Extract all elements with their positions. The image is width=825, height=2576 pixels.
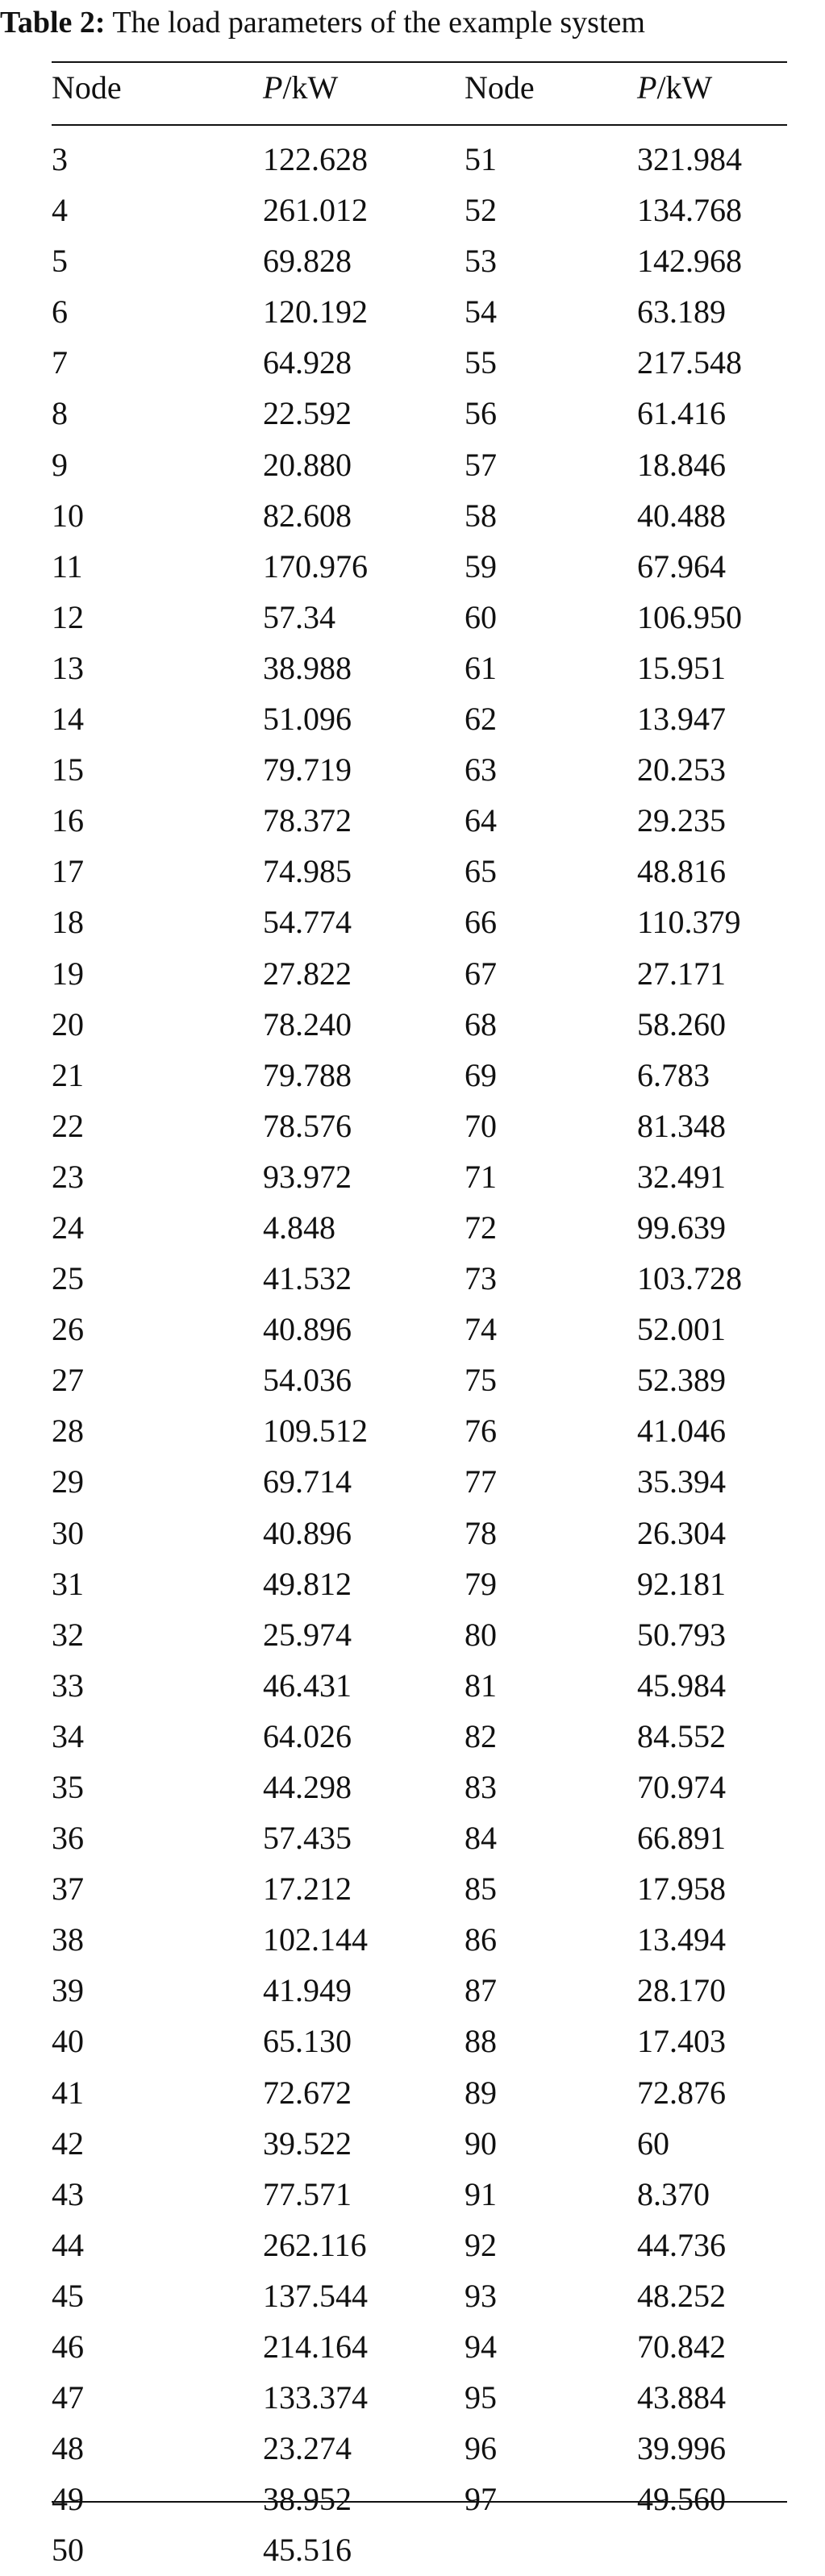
node-left-cell: 43 xyxy=(52,2175,84,2212)
node-left-cell: 39 xyxy=(52,1972,84,2009)
p-right-cell: 58.260 xyxy=(637,1005,726,1042)
table-row xyxy=(0,439,825,490)
table-row xyxy=(0,744,825,795)
p-right-cell: 84.552 xyxy=(637,1717,726,1754)
p-right-cell: 32.491 xyxy=(637,1158,726,1195)
node-left-cell: 29 xyxy=(52,1463,84,1500)
table-row xyxy=(0,2220,825,2270)
table-row xyxy=(0,2169,825,2220)
p-left-cell: 44.298 xyxy=(263,1769,352,1805)
p-left-cell: 120.192 xyxy=(263,293,368,331)
p-left-cell: 54.774 xyxy=(263,904,352,941)
node-left-cell: 45 xyxy=(52,2277,84,2314)
p-left-cell: 109.512 xyxy=(263,1413,368,1450)
table-body xyxy=(0,134,825,2576)
node-left-cell: 47 xyxy=(52,2379,84,2416)
table-row xyxy=(0,1762,825,1812)
p-right-cell: 48.252 xyxy=(637,2277,726,2314)
p-left-cell: 54.036 xyxy=(263,1362,352,1399)
node-right-cell: 71 xyxy=(465,1158,497,1195)
p-right-cell: 6.783 xyxy=(637,1056,710,1093)
node-left-cell: 32 xyxy=(52,1616,84,1653)
p-right-cell: 134.768 xyxy=(637,192,742,229)
table-row xyxy=(0,1914,825,1965)
node-left-cell: 42 xyxy=(52,2124,84,2162)
table-row xyxy=(0,1456,825,1507)
node-right-cell: 96 xyxy=(465,2430,497,2467)
node-left-cell: 49 xyxy=(52,2481,84,2518)
p-right-cell: 43.884 xyxy=(637,2379,726,2416)
node-right-cell: 77 xyxy=(465,1463,497,1500)
node-right-cell: 80 xyxy=(465,1616,497,1653)
node-right-cell: 87 xyxy=(465,1972,497,2009)
node-left-cell: 20 xyxy=(52,1005,84,1042)
node-left-cell: 38 xyxy=(52,1921,84,1958)
node-right-cell: 58 xyxy=(465,497,497,534)
node-right-cell: 74 xyxy=(465,1311,497,1348)
table-row xyxy=(0,948,825,999)
node-right-cell: 91 xyxy=(465,2175,497,2212)
p-left-cell: 79.788 xyxy=(263,1056,352,1093)
table-row xyxy=(0,1151,825,1202)
node-right-cell: 52 xyxy=(465,192,497,229)
p-right-cell: 35.394 xyxy=(637,1463,726,1500)
header-p-left xyxy=(263,68,338,108)
p-right-cell: 92.181 xyxy=(637,1565,726,1602)
node-left-cell: 18 xyxy=(52,904,84,941)
table-row xyxy=(0,337,825,388)
p-left-cell: 78.576 xyxy=(263,1107,352,1144)
table-row xyxy=(0,1050,825,1101)
table-row xyxy=(0,1812,825,1863)
table-row xyxy=(0,1405,825,1456)
p-left-cell: 64.026 xyxy=(263,1717,352,1754)
node-right-cell: 92 xyxy=(465,2226,497,2263)
node-right-cell: 73 xyxy=(465,1260,497,1297)
node-right-cell: 61 xyxy=(465,649,497,686)
p-left-cell: 262.116 xyxy=(263,2226,367,2263)
p-right-cell: 29.235 xyxy=(637,802,726,839)
p-right-cell: 142.968 xyxy=(637,243,742,280)
node-right-cell: 97 xyxy=(465,2481,497,2518)
p-left-cell: 78.372 xyxy=(263,802,352,839)
node-right-cell: 82 xyxy=(465,1717,497,1754)
node-right-cell: 88 xyxy=(465,2023,497,2060)
p-right-cell: 28.170 xyxy=(637,1972,726,2009)
p-left-cell: 41.949 xyxy=(263,1972,352,2009)
node-left-cell: 36 xyxy=(52,1820,84,1857)
table-row xyxy=(0,2067,825,2118)
node-left-cell: 7 xyxy=(52,344,68,381)
p-right-cell: 81.348 xyxy=(637,1107,726,1144)
node-right-cell: 62 xyxy=(465,701,497,738)
node-left-cell: 13 xyxy=(52,649,84,686)
p-right-cell: 27.171 xyxy=(637,955,726,992)
node-right-cell: 69 xyxy=(465,1056,497,1093)
p-left-cell: 25.974 xyxy=(263,1616,352,1653)
node-right-cell: 76 xyxy=(465,1413,497,1450)
table-row xyxy=(0,2118,825,2169)
node-right-cell: 95 xyxy=(465,2379,497,2416)
table-row xyxy=(0,1304,825,1355)
p-right-cell: 18.846 xyxy=(637,446,726,483)
node-left-cell: 41 xyxy=(52,2074,84,2111)
node-right-cell: 51 xyxy=(465,141,497,177)
header-node-right-text: Node xyxy=(465,69,535,106)
table-row xyxy=(0,1508,825,1559)
p-right-cell: 20.253 xyxy=(637,751,726,789)
p-right-cell: 60 xyxy=(637,2124,669,2162)
node-right-cell: 84 xyxy=(465,1820,497,1857)
p-left-cell: 57.34 xyxy=(263,598,335,635)
p-left-cell: 23.274 xyxy=(263,2430,352,2467)
table-row xyxy=(0,134,825,185)
node-left-cell: 33 xyxy=(52,1667,84,1704)
p-left-cell: 27.822 xyxy=(263,955,352,992)
table-row xyxy=(0,1609,825,1660)
node-right-cell: 53 xyxy=(465,243,497,280)
node-left-cell: 16 xyxy=(52,802,84,839)
p-right-cell: 17.403 xyxy=(637,2023,726,2060)
node-right-cell: 59 xyxy=(465,547,497,585)
p-left-cell: 102.144 xyxy=(263,1921,368,1958)
p-right-cell: 45.984 xyxy=(637,1667,726,1704)
p-left-cell: 40.896 xyxy=(263,1311,352,1348)
p-left-cell: 93.972 xyxy=(263,1158,352,1195)
table-row xyxy=(0,541,825,592)
table-row xyxy=(0,1965,825,2016)
p-left-cell: 41.532 xyxy=(263,1260,352,1297)
p-right-cell: 41.046 xyxy=(637,1413,726,1450)
node-right-cell: 68 xyxy=(465,1005,497,1042)
node-left-cell: 31 xyxy=(52,1565,84,1602)
p-right-cell: 8.370 xyxy=(637,2175,710,2212)
table-row xyxy=(0,1101,825,1151)
node-right-cell: 63 xyxy=(465,751,497,789)
node-left-cell: 11 xyxy=(52,547,83,585)
p-left-cell: 51.096 xyxy=(263,701,352,738)
header-p-left-unit: /kW xyxy=(282,69,339,106)
p-right-cell: 72.876 xyxy=(637,2074,726,2111)
table-row xyxy=(0,1660,825,1711)
node-left-cell: 23 xyxy=(52,1158,84,1195)
p-right-cell: 103.728 xyxy=(637,1260,742,1297)
header-node-left-text: Node xyxy=(52,69,122,106)
p-left-cell: 214.164 xyxy=(263,2328,368,2366)
p-left-cell: 78.240 xyxy=(263,1005,352,1042)
p-left-cell: 20.880 xyxy=(263,446,352,483)
p-right-cell: 39.996 xyxy=(637,2430,726,2467)
p-left-cell: 38.952 xyxy=(263,2481,352,2518)
node-right-cell: 83 xyxy=(465,1769,497,1805)
node-left-cell: 21 xyxy=(52,1056,84,1093)
header-p-right xyxy=(637,68,712,108)
p-left-cell: 77.571 xyxy=(263,2175,352,2212)
node-left-cell: 28 xyxy=(52,1413,84,1450)
node-right-cell: 72 xyxy=(465,1209,497,1246)
header-node-right xyxy=(465,68,535,108)
p-right-cell: 13.494 xyxy=(637,1921,726,1958)
p-left-cell: 133.374 xyxy=(263,2379,368,2416)
p-right-cell: 13.947 xyxy=(637,701,726,738)
node-left-cell: 30 xyxy=(52,1514,84,1551)
p-left-cell: 40.896 xyxy=(263,1514,352,1551)
node-right-cell: 93 xyxy=(465,2277,497,2314)
table-row xyxy=(0,999,825,1050)
p-left-cell: 122.628 xyxy=(263,141,368,177)
p-right-cell: 70.842 xyxy=(637,2328,726,2366)
node-left-cell: 15 xyxy=(52,751,84,789)
table-row xyxy=(0,286,825,337)
node-right-cell: 67 xyxy=(465,955,497,992)
p-left-cell: 65.130 xyxy=(263,2023,352,2060)
p-right-cell: 217.548 xyxy=(637,344,742,381)
p-left-cell: 39.522 xyxy=(263,2124,352,2162)
node-right-cell: 90 xyxy=(465,2124,497,2162)
node-right-cell: 79 xyxy=(465,1565,497,1602)
table-caption-text: The load parameters of the example system xyxy=(112,6,645,40)
p-right-cell: 49.560 xyxy=(637,2481,726,2518)
p-right-cell: 26.304 xyxy=(637,1514,726,1551)
p-left-cell: 79.719 xyxy=(263,751,352,789)
p-right-cell: 50.793 xyxy=(637,1616,726,1653)
header-p-right-unit: /kW xyxy=(656,69,713,106)
table-row xyxy=(0,2372,825,2423)
node-right-cell: 57 xyxy=(465,446,497,483)
p-right-cell: 70.974 xyxy=(637,1769,726,1805)
p-left-cell: 170.976 xyxy=(263,547,368,585)
node-left-cell: 48 xyxy=(52,2430,84,2467)
node-left-cell: 22 xyxy=(52,1107,84,1144)
node-left-cell: 25 xyxy=(52,1260,84,1297)
node-right-cell: 60 xyxy=(465,598,497,635)
p-right-cell: 40.488 xyxy=(637,497,726,534)
node-left-cell: 35 xyxy=(52,1769,84,1805)
table-row xyxy=(0,2474,825,2524)
table-caption xyxy=(0,3,645,42)
node-left-cell: 27 xyxy=(52,1362,84,1399)
node-right-cell: 85 xyxy=(465,1871,497,1908)
p-left-cell: 22.592 xyxy=(263,395,352,432)
node-left-cell: 14 xyxy=(52,701,84,738)
node-left-cell: 10 xyxy=(52,497,84,534)
node-right-cell: 64 xyxy=(465,802,497,839)
node-left-cell: 26 xyxy=(52,1311,84,1348)
p-left-cell: 57.435 xyxy=(263,1820,352,1857)
table-row xyxy=(0,1355,825,1405)
table-row xyxy=(0,1559,825,1609)
p-right-cell: 106.950 xyxy=(637,598,742,635)
node-left-cell: 17 xyxy=(52,853,84,890)
node-right-cell: 56 xyxy=(465,395,497,432)
table-row xyxy=(0,795,825,846)
node-right-cell: 86 xyxy=(465,1921,497,1958)
table-row xyxy=(0,897,825,947)
node-right-cell: 54 xyxy=(465,293,497,331)
p-left-cell: 4.848 xyxy=(263,1209,335,1246)
p-left-cell: 74.985 xyxy=(263,853,352,890)
node-left-cell: 44 xyxy=(52,2226,84,2263)
header-node-left xyxy=(52,68,122,108)
p-right-cell: 99.639 xyxy=(637,1209,726,1246)
node-left-cell: 34 xyxy=(52,1717,84,1754)
table-row xyxy=(0,1711,825,1762)
table-row xyxy=(0,643,825,693)
node-left-cell: 9 xyxy=(52,446,68,483)
p-right-cell: 52.001 xyxy=(637,1311,726,1348)
p-right-cell: 321.984 xyxy=(637,141,742,177)
table-row xyxy=(0,2270,825,2321)
node-left-cell: 24 xyxy=(52,1209,84,1246)
node-left-cell: 8 xyxy=(52,395,68,432)
p-left-cell: 261.012 xyxy=(263,192,368,229)
p-right-cell: 61.416 xyxy=(637,395,726,432)
node-right-cell: 81 xyxy=(465,1667,497,1704)
p-right-cell: 48.816 xyxy=(637,853,726,890)
p-left-cell: 137.544 xyxy=(263,2277,368,2314)
node-left-cell: 46 xyxy=(52,2328,84,2366)
node-left-cell: 37 xyxy=(52,1871,84,1908)
table-row xyxy=(0,2016,825,2066)
node-right-cell: 70 xyxy=(465,1107,497,1144)
header-p-left-var: P xyxy=(263,69,283,106)
table-row xyxy=(0,490,825,541)
p-right-cell: 110.379 xyxy=(637,904,741,941)
table-row xyxy=(0,2423,825,2474)
p-right-cell: 66.891 xyxy=(637,1820,726,1857)
table-caption-label: Table 2: xyxy=(0,6,106,40)
node-left-cell: 40 xyxy=(52,2023,84,2060)
table-row xyxy=(0,1253,825,1304)
node-left-cell: 4 xyxy=(52,192,68,229)
table-row xyxy=(0,693,825,744)
table-row xyxy=(0,592,825,643)
table-header-rule xyxy=(52,124,787,126)
table-row xyxy=(0,185,825,235)
p-left-cell: 49.812 xyxy=(263,1565,352,1602)
p-right-cell: 52.389 xyxy=(637,1362,726,1399)
node-left-cell: 6 xyxy=(52,293,68,331)
p-left-cell: 69.714 xyxy=(263,1463,352,1500)
p-left-cell: 17.212 xyxy=(263,1871,352,1908)
p-right-cell: 67.964 xyxy=(637,547,726,585)
node-right-cell: 55 xyxy=(465,344,497,381)
p-left-cell: 64.928 xyxy=(263,344,352,381)
node-right-cell: 75 xyxy=(465,1362,497,1399)
p-left-cell: 69.828 xyxy=(263,243,352,280)
table-row xyxy=(0,2321,825,2372)
p-left-cell: 46.431 xyxy=(263,1667,352,1704)
table-top-rule xyxy=(52,61,787,63)
p-left-cell: 82.608 xyxy=(263,497,352,534)
node-left-cell: 5 xyxy=(52,243,68,280)
node-right-cell: 65 xyxy=(465,853,497,890)
header-p-right-var: P xyxy=(637,69,657,106)
node-left-cell: 12 xyxy=(52,598,84,635)
node-right-cell: 78 xyxy=(465,1514,497,1551)
table-row xyxy=(0,388,825,439)
table-row xyxy=(0,1202,825,1253)
p-right-cell: 15.951 xyxy=(637,649,726,686)
node-left-cell: 19 xyxy=(52,955,84,992)
p-right-cell: 44.736 xyxy=(637,2226,726,2263)
p-right-cell: 17.958 xyxy=(637,1871,726,1908)
node-right-cell: 89 xyxy=(465,2074,497,2111)
p-right-cell: 63.189 xyxy=(637,293,726,331)
p-left-cell: 45.516 xyxy=(263,2532,352,2569)
table-bottom-rule xyxy=(52,2501,787,2503)
node-right-cell: 94 xyxy=(465,2328,497,2366)
p-left-cell: 72.672 xyxy=(263,2074,352,2111)
table-row xyxy=(0,2524,825,2575)
p-left-cell: 38.988 xyxy=(263,649,352,686)
table-row xyxy=(0,846,825,897)
node-left-cell: 50 xyxy=(52,2532,84,2569)
node-left-cell: 3 xyxy=(52,141,68,177)
node-right-cell: 66 xyxy=(465,904,497,941)
table-row xyxy=(0,235,825,286)
table-row xyxy=(0,1863,825,1914)
